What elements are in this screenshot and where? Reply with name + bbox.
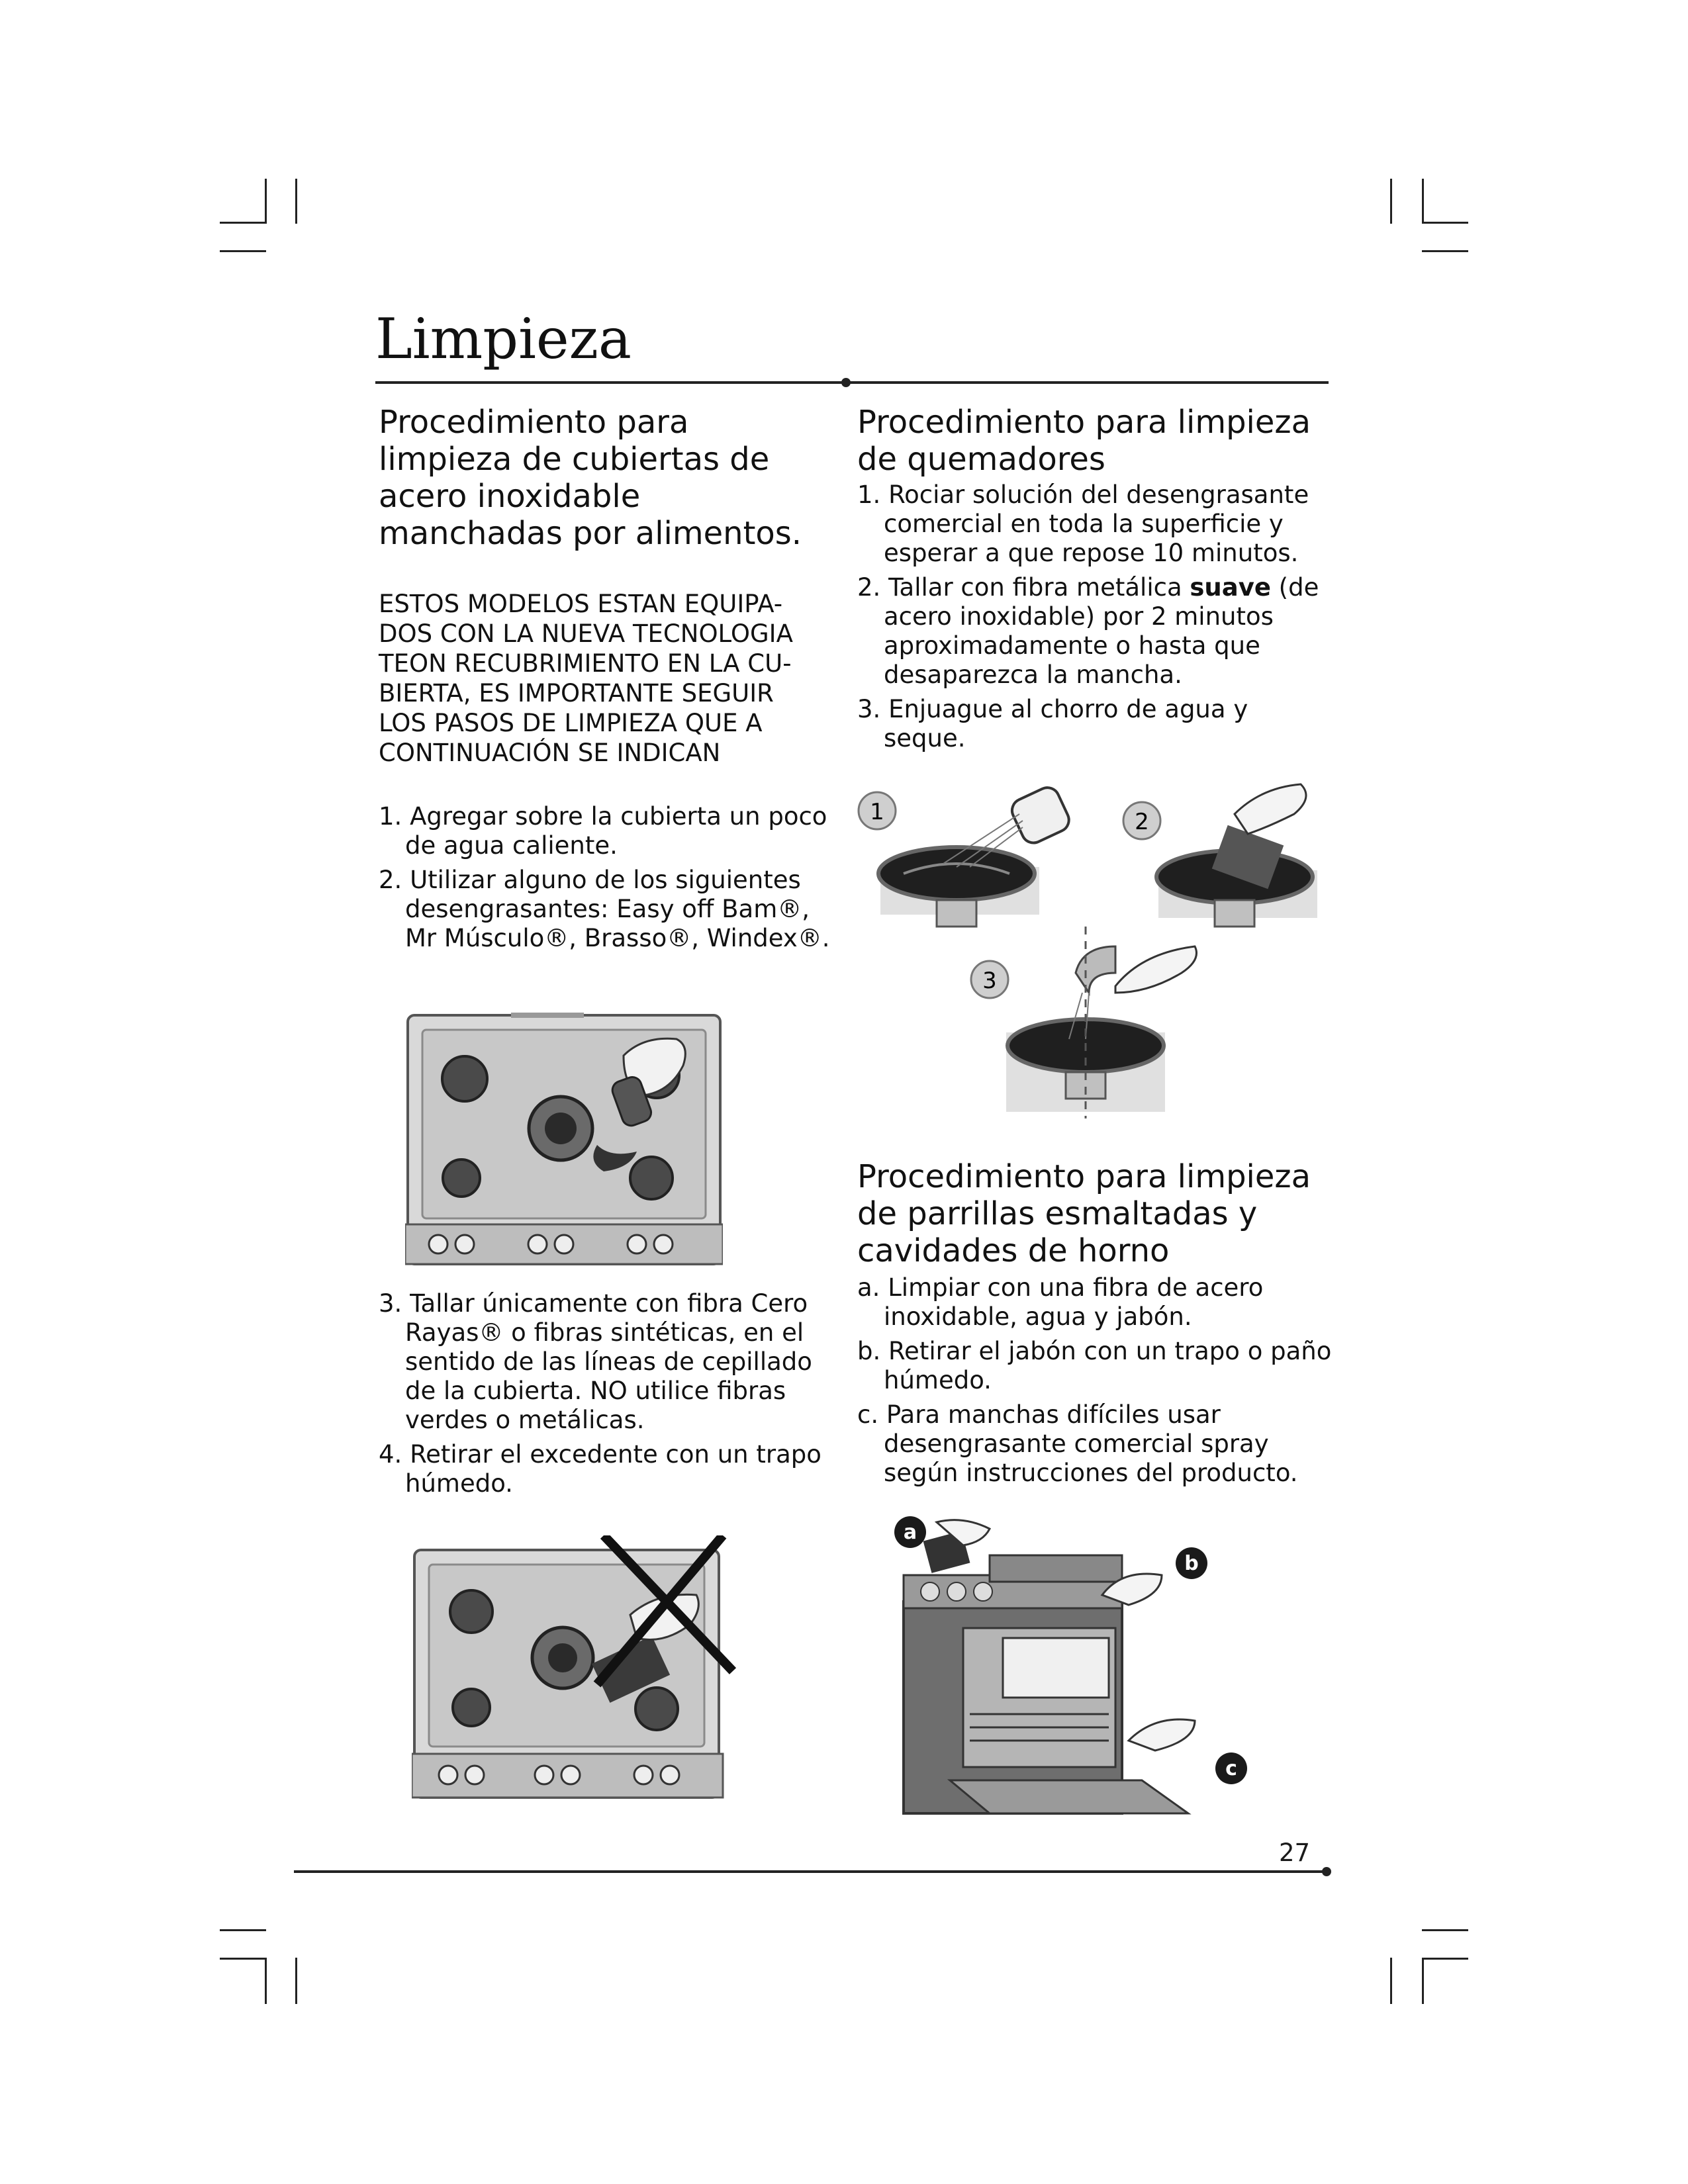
crop-mark [295, 179, 297, 224]
section-heading-cubiertas: Procedimiento para limpieza de cubiertas de acero inoxidable manchadas por alimentos. [379, 404, 802, 552]
crop-mark [1422, 250, 1468, 252]
step-badge-label: 2 [1135, 809, 1149, 835]
crop-mark [1422, 1958, 1424, 2004]
crop-mark [1422, 1929, 1468, 1931]
notice-line: DOS CON LA NUEVA TECNOLOGIA [379, 619, 793, 648]
step-badge-label: 3 [982, 968, 997, 994]
crop-mark [295, 1958, 297, 2004]
step-item: 3. Enjuague al chorro de agua y seque. [857, 695, 1248, 752]
crop-mark [220, 1958, 266, 1960]
step-text: (de acero inoxidable) por 2 minutos aproximadamente o hasta que desaparezca la mancha. [884, 573, 1319, 689]
notice-line: ESTOS MODELOS ESTAN EQUIPA- [379, 590, 783, 618]
step-item [857, 573, 1334, 690]
crop-mark [1390, 179, 1392, 224]
left-steps-b [379, 1289, 842, 1504]
right-column-top [857, 404, 1334, 758]
step-item: 3. Tallar únicamente con fibra Cero Rayas® o fibras sintéticas, en el sentido de las líneas de cepillado de la cubierta. NO utilice fibras verdes o metálicas. [379, 1289, 812, 1434]
step-item: 2. Utilizar alguno de los siguientes desengrasantes: Easy off Bam®, Mr Músculo®, Brasso®, Windex®. [379, 866, 830, 952]
crop-mark [220, 1929, 266, 1931]
page-title: Limpieza [375, 306, 632, 371]
footer-rule [294, 1870, 1327, 1873]
footer-rule-dot [1322, 1867, 1331, 1876]
step-badge-label: b [1184, 1552, 1199, 1575]
step-item: 1. Rociar solución del desengrasante comercial en toda la superficie y esperar a que repose 10 minutos. [857, 480, 1309, 567]
notice-line: BIERTA, ES IMPORTANTE SEGUIR [379, 679, 774, 707]
step-text: 2. Tallar con fibra metálica [857, 573, 1190, 602]
section-heading-parrillas: Procedimiento para limpieza de parrillas esmaltadas y cavidades de horno [857, 1158, 1311, 1269]
crop-mark [1422, 222, 1468, 224]
crop-mark [220, 250, 266, 252]
crop-mark [220, 222, 266, 224]
header-rule-dot [841, 378, 851, 387]
left-steps-a [379, 802, 842, 958]
crop-mark [1390, 1958, 1392, 2004]
oven-cleaning-illustration [890, 1516, 1261, 1827]
burner-cleaning-illustration [857, 774, 1321, 1118]
step-item: b. Retirar el jabón con un trapo o paño húmedo. [857, 1337, 1332, 1394]
page-number: 27 [1279, 1839, 1311, 1867]
step-emphasis: suave [1190, 573, 1271, 602]
left-notice [379, 589, 855, 768]
section-heading-quemadores: Procedimiento para limpieza de quemadores [857, 404, 1311, 478]
notice-line: TEON RECUBRIMIENTO EN LA CU- [379, 649, 792, 678]
step-badge-label: c [1225, 1757, 1237, 1780]
left-column [379, 404, 829, 552]
right-column-bottom [857, 1158, 1334, 1493]
crop-mark [265, 179, 267, 224]
crop-mark [1422, 179, 1424, 224]
crop-mark [265, 1958, 267, 2004]
step-item: 4. Retirar el excedente con un trapo húmedo. [379, 1440, 821, 1498]
step-item: a. Limpiar con una fibra de acero inoxidable, agua y jabón. [857, 1273, 1264, 1331]
step-item: c. Para manchas difíciles usar desengrasante comercial spray según instrucciones del producto. [857, 1400, 1298, 1487]
step-item: 1. Agregar sobre la cubierta un poco de agua caliente. [379, 802, 827, 860]
cooktop-no-metal-fiber-illustration [412, 1535, 736, 1800]
step-badge-label: a [903, 1521, 917, 1544]
header-rule [375, 381, 1329, 384]
step-badge-label: 1 [870, 799, 884, 825]
crop-mark [1422, 1958, 1468, 1960]
cooktop-spray-illustration [405, 1013, 723, 1267]
notice-line: LOS PASOS DE LIMPIEZA QUE A [379, 709, 763, 737]
notice-line: CONTINUACIÓN SE INDICAN [379, 739, 721, 767]
